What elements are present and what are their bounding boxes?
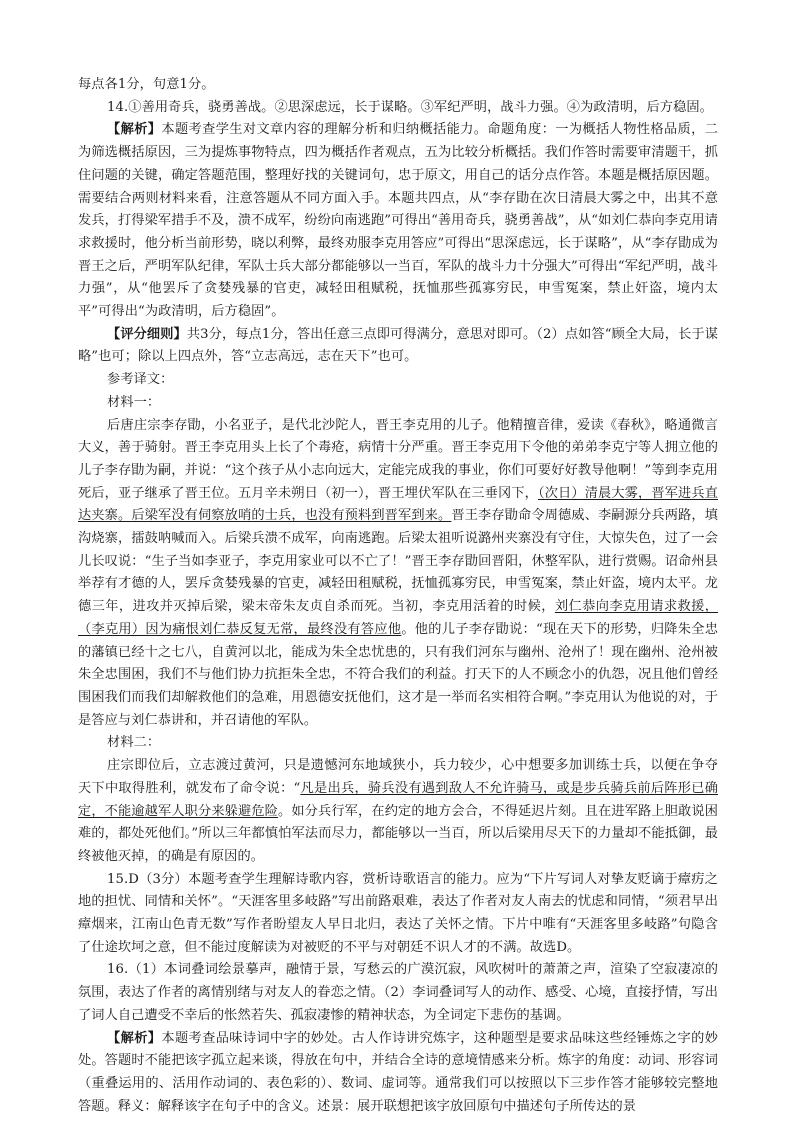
analysis-tag: 【解析】	[107, 122, 162, 138]
q15-answer: 15.D（3分）本题考查学生理解诗歌内容，赏析诗歌语言的能力。应为“下片写词人对挚友贬谪于瘴疠之地的担忧、同情和关怀”。“天涯客里多岐路”写出前路艰难，表达了作者对友人南去的忧虑和同情，“须君早出瘴烟来，江南山色青无数”写作者盼望友人早日北归，表达了关怀之情。下片中唯有“天涯客里多岐路”句隐含了仕途坎坷之意，但不能过度解读为对被贬的不平与对朝廷不识人才的不满。故选D。	[78, 871, 718, 955]
reference-translation-title: 参考译文：	[107, 372, 174, 388]
analysis-tag: 【解析】	[107, 1030, 162, 1046]
q14-analysis	[78, 119, 718, 323]
mat1-underlined-b: （次日）清晨大雾，晋军进兵直达夹寨。后梁军没有伺察放哨的士兵，也没有预料到晋军到来。	[78, 485, 718, 524]
q14-scoring	[78, 324, 718, 369]
mat2-part-c: 。如分兵行军，在约定的地方会合，不得延迟片刻。且在进军路上胆敢说困难的，都处死他们。”所以三年都慎怕军法而尽力，都能够以一当百，所以后梁用尽天下的力量却不能抵御，最终被他灭掉，的确是有原因的。	[78, 803, 718, 864]
scoring-text: 共3分，每点1分，答出任意三点即可得满分，意思对即可。（2）点如答“顾全大局，长于谋略”也可；除以上四点外，答“立志高远，志在天下”也可。	[78, 326, 718, 365]
analysis-text: 本题考查学生对文章内容的理解分析和归纳概括能力。命题角度：一为概括人物性格品质，二为筛选概括原因，三为提炼事物特点，四为概括作者观点，五为比较分析概括。我们作答时需要审清题干，抓住问题的关键，确定答题范围，整理好找的关键词句，忠于原文，用自己的话分点作答。本题是概括原因题。需要结合两则材料来看，注意答题从不同方面入手。本题共四点，从“李存勖在次日清晨大雾之中，出其不意发兵，打得梁军措手不及，溃不成军，纷纷向南逃跑”可得出“善用奇兵，骁勇善战”，从“如刘仁恭向李克用请求救援时，他分析当前形势，晓以利弊，最终劝服李克用答应”可得出“思深虑远，长于谋略”，从“李存勖成为晋王之后，严明军队纪律，军队士兵大部分都能够以一当百，军队的战斗力十分强大”可得出“军纪严明，战斗力强”，从“他罢斥了贪婪残暴的官吏，减轻田租赋税，抚恤那些孤寡穷民，申雪冤案，禁止奸盗，境内太平”可得出“为政清明，后方稳固”。	[78, 122, 718, 320]
material-1-title: 材料一：	[107, 394, 161, 410]
material-1-translation	[78, 415, 718, 733]
material-2-translation	[78, 755, 718, 869]
mat1-underlined-d: 刘仁恭向李克用请求救援，（李克用）因为痛恨刘仁恭反复无常，最终没有答应他	[78, 599, 718, 637]
mat1-part-a: 后唐庄宗李存勖，小名亚子，是代北沙陀人，晋王李克用的儿子。他精擅音律，爱读《春秋》，略通微言大义，善于骑射。晋王李克用头上长了个毒疮，病情十分严重。晋王李克用下令他的弟弟李克宁等人拥立他的儿子李存勖为嗣，并说：“这个孩子从小志向远大，定能完成我的事业，你们可要好好教导他啊！”等到李克用死后，亚子继承了晋王位。五月辛未朔日（初一），晋王埋伏军队在三垂冈下，	[78, 417, 718, 501]
q13-score-note: 每点各1分，句意1分。	[78, 77, 215, 92]
mat2-underlined-b: 凡是出兵，骑兵没有遇到敌人不允许骑马，或是步兵骑兵前后阵形已确定，不能逾越军人职分来躲避危险	[78, 780, 718, 819]
q14-answer: 14.①善用奇兵，骁勇善战。②思深虑远，长于谋略。③军纪严明，战斗力强。④为政清明，后方稳固。	[107, 99, 713, 115]
q16-answer: 16.（1）本词叠词绘景摹声，融情于景，写愁云的广漠沉寂，风吹树叶的萧萧之声，渲染了空寂凄凉的氛围，表达了作者的离情别绪与对友人的眷恋之情。（2）李词叠词写人的动作、感受、心境，直接抒情，写出了词人自己遭受不幸后的怅然若失、孤寂凄惨的精神状态，为全词定下悲伤的基调。	[78, 962, 718, 1023]
q16-analysis	[78, 1028, 718, 1119]
document-page	[78, 74, 718, 1118]
scoring-tag: 【评分细则】	[107, 326, 187, 342]
material-2-title: 材料二：	[107, 735, 161, 751]
mat1-part-e: 。他的儿子李存勖说：“现在天下的形势，归降朱全忠的藩镇已经十之七八，自黄河以北，能成为朱全忠忧患的，只有我们河东与幽州、沧州了！现在幽州、沧州被朱全忠围困，我们不与他们协力抗拒朱全忠，不符合我们的利益。打天下的人不顾念小的仇怨，况且他们曾经围困我们而我们却解救他们的急难，用恩德安抚他们，这才是一举而名实相符合啊。”李克用认为他说的对，于是答应与刘仁恭讲和，并召请他的军队。	[78, 621, 718, 728]
analysis-text: 本题考查品味诗词中字的妙处。古人作诗讲究炼字，这种题型是要求品味这些经锤炼之字的妙处。答题时不能把该字孤立起来谈，得放在句中，并结合全诗的意境情感来分析。炼字的角度：动词、形容词（重叠运用的、活用作动词的、表色彩的）、数词、虚词等。通常我们可以按照以下三步作答才能够较完整地答题。释义：解释该字在句子中的含义。述景：展开联想把该字放回原句中描述句子所传达的景	[78, 1030, 718, 1114]
mat1-part-c: 晋王李存勖命令周德威、李嗣源分兵两路，填沟烧寨，擂鼓呐喊而入。后梁兵溃不成军，向南逃跑。后梁太祖听说潞州夹寨没有守住，大惊失色，过了一会儿长叹说：“生子当如李亚子，李克用家业可以不亡了！”晋王李存勖回晋阳，休整军队，进行赏赐。诏命州县举荐有才德的人，罢斥贪婪残暴的官吏，减轻田租赋税，抚恤孤寡穷民，申雪冤案，禁止奸盗，境内太平。龙德三年，进攻并灭掉后梁，梁末帝朱友贞自杀而死。当初，李克用活着的时候，	[78, 508, 718, 615]
mat2-part-a: 庄宗即位后，立志渡过黄河，只是遗憾河东地域狭小，兵力较少，心中想要多加训练士兵，以便在争夺天下中取得胜利，就发布了命令说：“	[78, 758, 718, 796]
